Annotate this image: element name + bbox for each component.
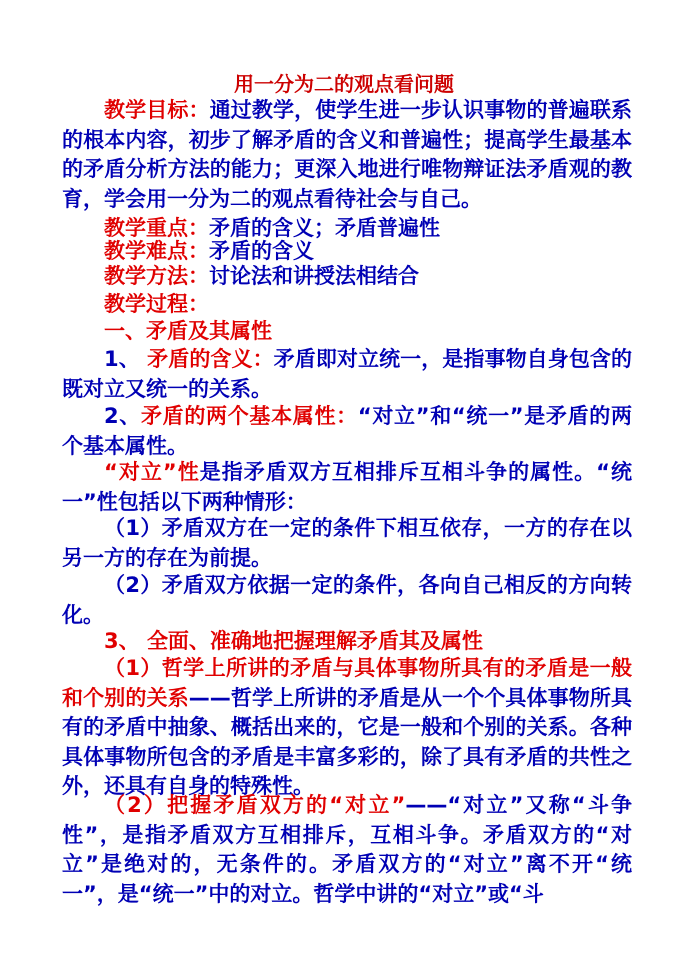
teaching-method-label: 教学方法： xyxy=(104,264,209,288)
point1-text: ——哲学上所讲的矛盾是从一个个具体事物所具有的矛盾中抽象、概括出来的，它是一般和个别的关系。各种具体事物所包含的矛盾是丰富多彩的，除了具有矛盾的共性之外，还具有自身的特殊性。 xyxy=(62,685,633,798)
teaching-process-paragraph xyxy=(62,290,632,320)
teaching-goal-text: 通过教学，使学生进一步认识事物的普遍联系的根本内容，初步了解矛盾的含义和普遍性；提高学生最基本的矛盾分析方法的能力；更深入地进行唯物辩证法矛盾观的教育，学会用一分为二的观点看待社会与自己。 xyxy=(62,98,632,211)
item3-paragraph xyxy=(62,627,632,657)
item2-label: 矛盾的两个基本属性： xyxy=(140,404,358,428)
teaching-difficulty-text: 矛盾的含义 xyxy=(209,239,314,263)
unity-case1-text: （1）矛盾双方在一定的条件下相互依存，一方的存在以另一方的存在为前提。 xyxy=(62,516,632,570)
item2-prefix: 2、 xyxy=(104,404,141,428)
unity-case1-paragraph xyxy=(62,514,632,573)
unity-case2-paragraph xyxy=(62,571,632,630)
teaching-focus-label: 教学重点： xyxy=(104,216,209,240)
point2-label: （2）把握矛盾双方的“对立” xyxy=(104,793,406,817)
unity-case2-text: （2）矛盾双方依据一定的条件，各向自己相反的方向转化。 xyxy=(62,573,632,627)
teaching-method-paragraph xyxy=(62,262,632,292)
item1-paragraph xyxy=(62,345,632,404)
item1-label: 矛盾的含义： xyxy=(147,347,274,371)
teaching-process-label: 教学过程： xyxy=(104,292,209,316)
item2-paragraph xyxy=(62,402,632,461)
point2-text: ——“对立”又称“斗争性”，是指矛盾双方互相排斥，互相斗争。矛盾双方的“对立”是绝对的，无条件的。矛盾双方的“对立”离不开“统一”，是“统一”中的对立。哲学中讲的“对立”或“斗 xyxy=(62,793,633,906)
opposition-paragraph xyxy=(62,458,632,517)
item2-text: “对立”和“统一”是矛盾的两个基本属性。 xyxy=(62,404,632,458)
teaching-goal-label: 教学目标： xyxy=(104,98,210,122)
teaching-focus-text: 矛盾的含义；矛盾普遍性 xyxy=(209,216,440,240)
opposition-label: “对立”性 xyxy=(104,460,200,484)
teaching-goal-paragraph xyxy=(62,96,632,214)
item1-prefix: 1、 xyxy=(104,347,148,371)
point2-paragraph xyxy=(62,791,632,909)
teaching-difficulty-label: 教学难点： xyxy=(104,239,209,263)
point1-label: （1）哲学上所讲的矛盾与具体事物所具有的矛盾是一般和个别的关系 xyxy=(62,656,632,710)
item1-text: 矛盾即对立统一，是指事物自身包含的既对立又统一的关系。 xyxy=(62,347,632,401)
item3-prefix: 3、 xyxy=(104,629,147,653)
item3-heading: 全面、准确地把握理解矛盾其及属性 xyxy=(146,629,483,653)
section1-heading: 一、矛盾及其属性 xyxy=(104,319,272,343)
teaching-method-text: 讨论法和讲授法相结合 xyxy=(209,264,419,288)
document-title: 用一分为二的观点看问题 xyxy=(234,72,454,96)
section1-heading-paragraph xyxy=(62,317,632,347)
point1-paragraph xyxy=(62,654,632,802)
opposition-text: 是指矛盾双方互相排斥互相斗争的属性。“统一”性包括以下两种情形： xyxy=(62,460,632,514)
